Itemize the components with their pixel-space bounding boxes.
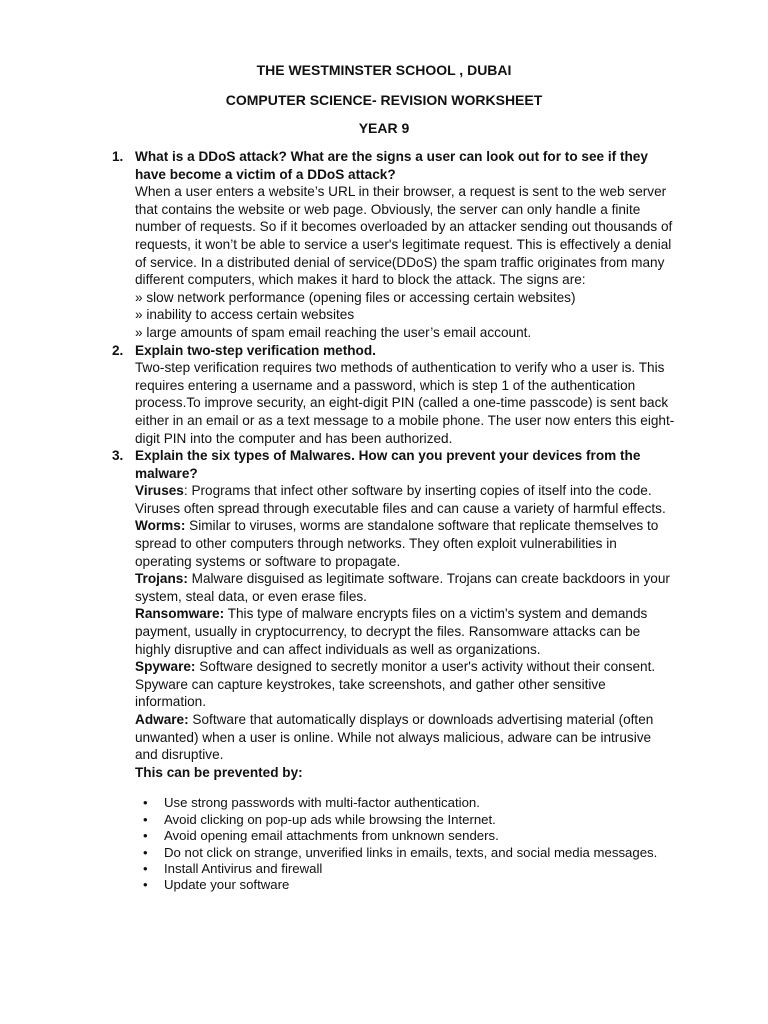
question-number: 3.	[112, 448, 124, 464]
prevention-text: Update your software	[164, 877, 290, 893]
question-1	[0, 148, 675, 342]
prevention-item	[135, 877, 675, 893]
malware-term: Ransomware:	[135, 606, 225, 622]
malware-description: Similar to viruses, worms are standalone software that replicate themselves to spread to other computers through networks. They often exploit vulnerabilities in operating systems or software to propagate.	[135, 518, 659, 569]
malware-description: Software designed to secretly monitor a user's activity without their consent. Spyware can capture keystrokes, take screenshots, and gather other sensitive information.	[135, 659, 656, 710]
malware-term: Worms:	[135, 518, 186, 534]
prevention-text: Use strong passwords with multi-factor authentication.	[164, 795, 480, 811]
prevention-item	[135, 845, 675, 861]
question-title: Explain the six types of Malwares. How can you prevent your devices from the malware?	[135, 448, 641, 481]
bullet-icon: •	[143, 877, 148, 893]
prevention-text: Avoid clicking on pop-up ads while browsing the Internet.	[164, 811, 496, 827]
question-3	[0, 447, 675, 894]
malware-item	[135, 517, 675, 570]
malware-item	[135, 482, 675, 517]
malware-item	[135, 570, 675, 605]
school-title: THE WESTMINSTER SCHOOL , DUBAI	[256, 62, 512, 78]
sign-item: » inability to access certain websites	[135, 307, 355, 323]
question-answer: When a user enters a website’s URL in their browser, a request is sent to the web server that contains the website or web page. Obviously, the server can only handle a finite number of requests. So if it becomes overloaded by an attacker sending out thousands of requests, it won’t be able to service a user's legitimate request. This is effectively a denial of service. In a distributed denial of service(DDoS) the spam traffic originates from many different computers, which makes it hard to block the attack. The signs are:	[135, 184, 673, 288]
malware-term: Trojans:	[135, 571, 188, 587]
sign-item: » slow network performance (opening files or accessing certain websites)	[135, 289, 576, 305]
malware-term: Viruses	[135, 483, 184, 499]
question-answer: Two-step verification requires two methods of authentication to verify who a user is. This requires entering a username and a password, which is step 1 of the authentication process.To improve security, an eight-digit PIN (called a one-time passcode) is sent back either in an email or as a text message to a mobile phone. The user now enters this eight-digit PIN into the computer and has been authorized.	[135, 360, 675, 446]
prevention-item	[135, 828, 675, 844]
malware-description: This type of malware encrypts files on a victim's system and demands payment, usually in cryptocurrency, to decrypt the files. Ransomware attacks can be highly disruptive and can affect individuals as well as organizations.	[135, 606, 648, 657]
prevention-list	[135, 795, 675, 893]
sign-item: » large amounts of spam email reaching the user’s email account.	[135, 324, 532, 340]
question-title: Explain two-step verification method.	[135, 342, 376, 358]
bullet-icon: •	[143, 795, 148, 811]
bullet-icon: •	[143, 828, 148, 844]
question-number: 1.	[112, 149, 124, 164]
malware-term: Adware:	[135, 712, 189, 727]
bullet-icon: •	[143, 861, 148, 876]
year-title: YEAR 9	[358, 120, 410, 136]
worksheet-title: COMPUTER SCIENCE- REVISION WORKSHEET	[225, 92, 543, 108]
malware-separator: :	[183, 483, 192, 499]
malware-description: Software that automatically displays or downloads advertising material (often unwanted) when a user is online. While not always malicious, adware can be intrusive and disruptive.	[135, 712, 654, 763]
malware-description: Malware disguised as legitimate software. Trojans can create backdoors in your system, steal data, or even erase files.	[135, 571, 670, 604]
malware-item	[135, 605, 675, 658]
question-2	[0, 342, 675, 448]
question-title: What is a DDoS attack? What are the signs a user can look out for to see if they have become a victim of a DDoS attack?	[135, 149, 648, 182]
prevention-title: This can be prevented by:	[135, 764, 303, 780]
bullet-icon: •	[143, 844, 148, 860]
prevention-text: Avoid opening email attachments from unknown senders.	[164, 828, 499, 844]
bullet-icon: •	[143, 811, 148, 827]
worksheet-body	[0, 148, 768, 894]
malware-term: Spyware:	[135, 659, 196, 675]
prevention-text: Install Antivirus and firewall	[164, 861, 323, 876]
prevention-text: Do not click on strange, unverified links in emails, texts, and social media messages.	[164, 844, 658, 860]
malware-item	[135, 658, 675, 711]
malware-description: Programs that infect other software by inserting copies of itself into the code. Viruses often spread through executable files and can cause a variety of harmful effects.	[135, 483, 666, 516]
prevention-item	[135, 812, 675, 828]
malware-item	[135, 711, 675, 764]
prevention-item	[135, 861, 675, 877]
question-number: 2.	[112, 342, 124, 358]
prevention-item	[135, 795, 675, 811]
